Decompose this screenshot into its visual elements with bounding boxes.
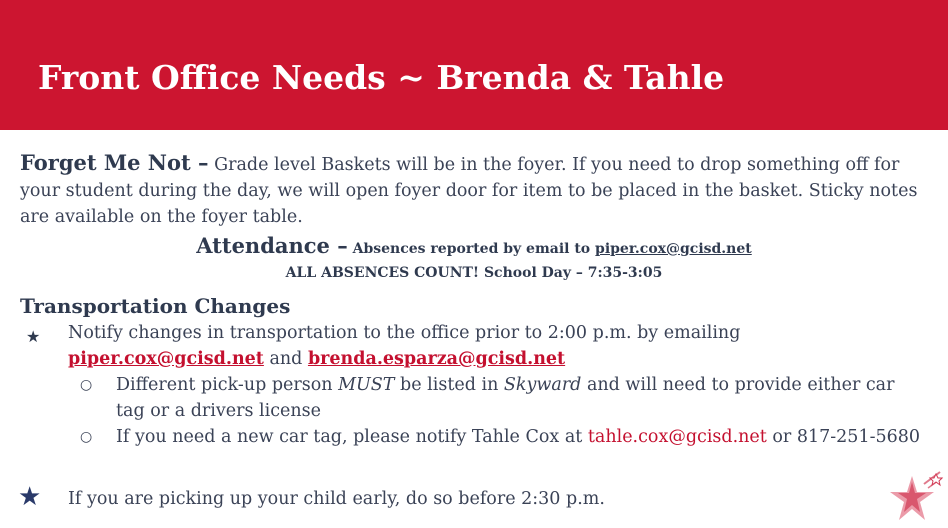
sub1-part1: Different pick-up person <box>116 375 339 395</box>
shooting-star-logo-icon <box>888 470 944 526</box>
bullet-text <box>68 320 928 372</box>
forget-me-not-lead: Forget Me Not – <box>20 150 209 175</box>
header-banner <box>0 0 948 130</box>
and-text: and <box>263 349 308 369</box>
attendance-block <box>0 234 948 285</box>
transportation-heading: Transportation Changes <box>20 294 291 318</box>
circle-bullet-icon: ○ <box>80 429 93 445</box>
bullet-text: If you are picking up your child early, do so before 2:30 p.m. <box>68 489 605 509</box>
sub1-part2: be listed in <box>394 375 504 395</box>
star-bullet-icon: ★ <box>26 327 41 346</box>
forget-me-not-text: Grade level Baskets will be in the foyer. If you need to drop something off for your student during the day, we will open foyer door for item to be placed in the basket. Sticky notes are available on the foyer table. <box>20 155 918 227</box>
attendance-line <box>0 234 948 261</box>
sub-bullet-text <box>116 372 926 424</box>
forget-me-not-paragraph <box>20 150 930 230</box>
must-text: MUST <box>338 375 395 395</box>
attendance-text: Absences reported by email to <box>347 241 596 257</box>
list-item <box>0 320 948 372</box>
attendance-email-link[interactable]: piper.cox@gcisd.net <box>595 241 752 257</box>
skyward-text: Skyward <box>503 375 582 395</box>
brenda-email-link[interactable]: brenda.esparza@gcisd.net <box>307 349 566 369</box>
tahle-email-link[interactable]: tahle.cox@gcisd.net <box>587 427 767 447</box>
bullet-text-lead: Notify changes in transportation to the office prior to 2:00 p.m. by emailing <box>68 323 741 343</box>
circle-bullet-icon: ○ <box>80 377 93 393</box>
sub2-text: If you need a new car tag, please notify Tahle Cox at <box>116 427 588 447</box>
sub1-part3: and will need to provide either car tag or a drivers license <box>116 375 895 421</box>
list-item <box>0 482 948 516</box>
attendance-note: ALL ABSENCES COUNT! School Day – 7:35-3:05 <box>285 265 663 281</box>
piper-email-link[interactable]: piper.cox@gcisd.net <box>68 349 264 369</box>
page-title: Front Office Needs ~ Brenda & Tahle <box>38 58 725 97</box>
attendance-lead: Attendance – <box>196 233 348 258</box>
sub2-text2: or 817-251-5680 <box>766 427 921 447</box>
sub-list-item <box>0 372 948 424</box>
star-bullet-icon: ★ <box>18 482 42 512</box>
sub-bullet-text <box>116 424 926 450</box>
sub-list-item <box>0 424 948 476</box>
